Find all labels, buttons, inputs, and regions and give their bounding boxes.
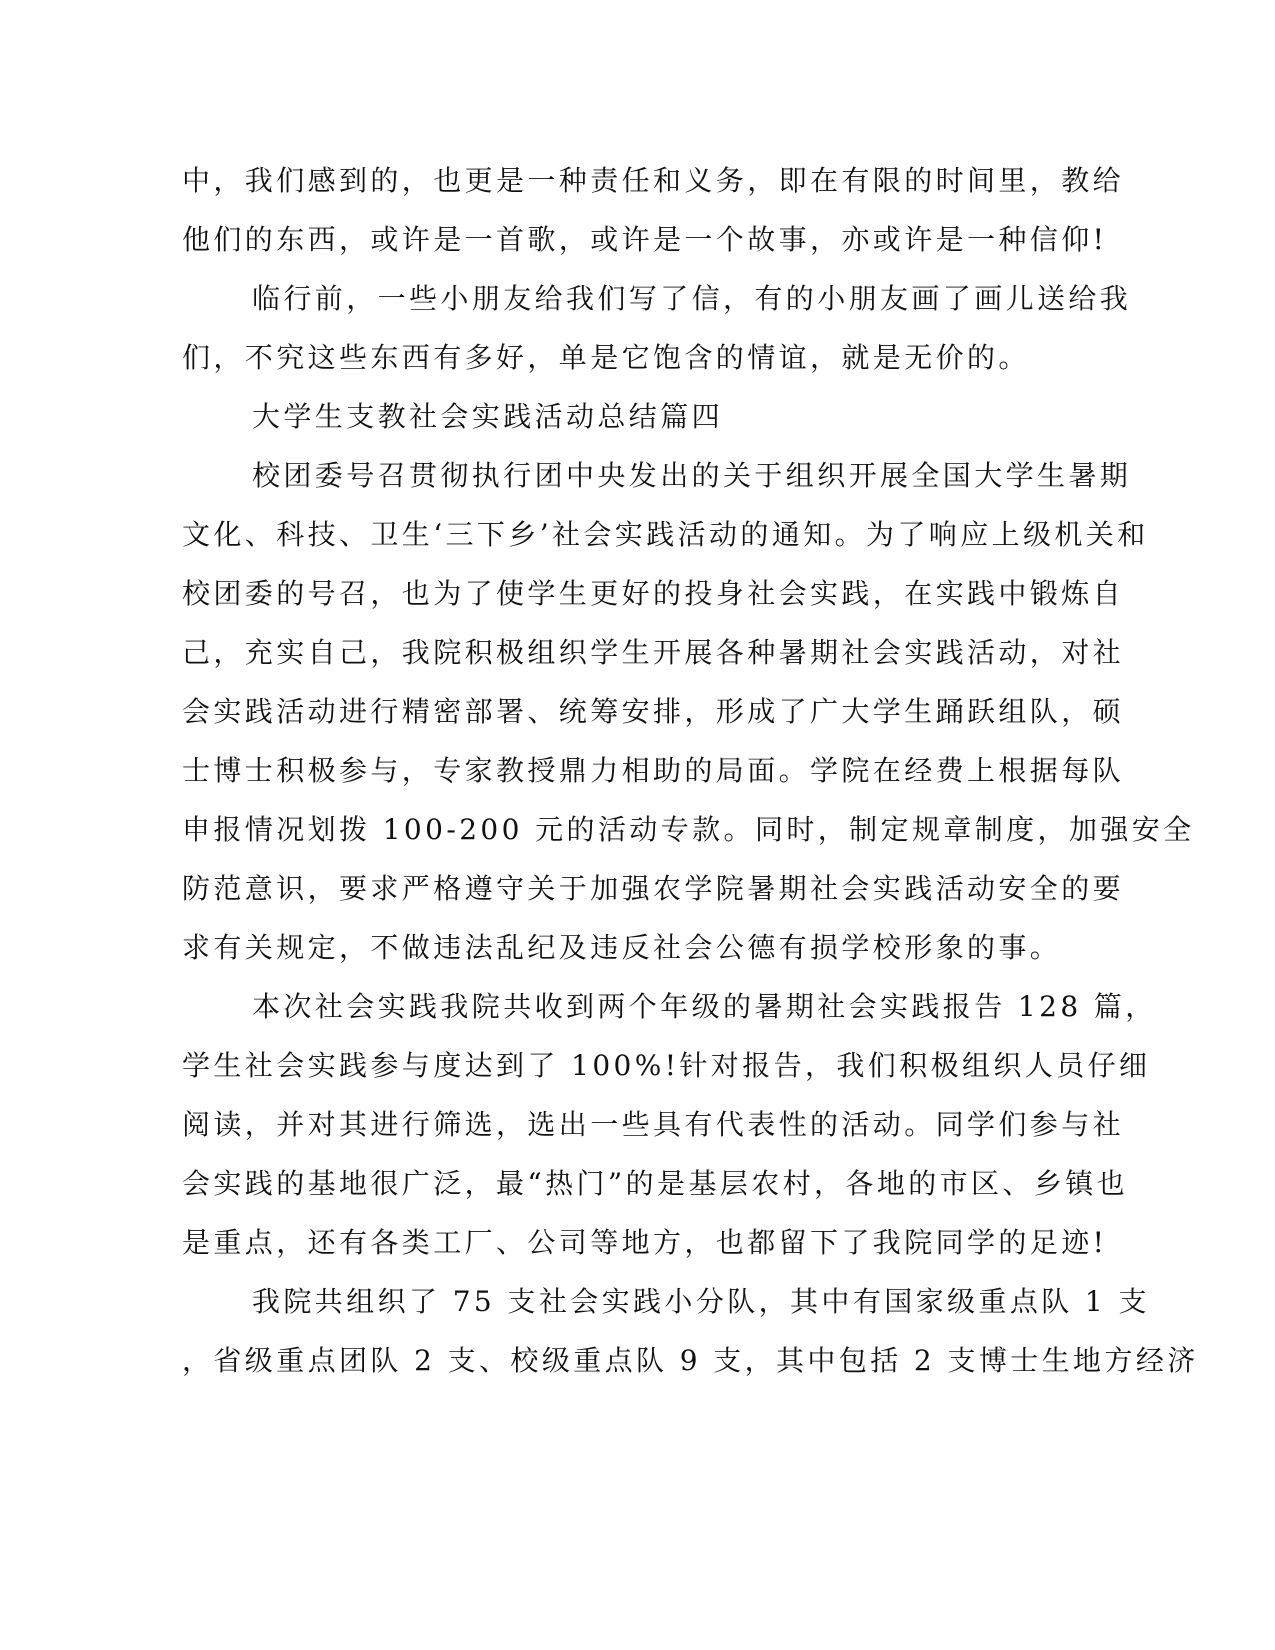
text-line: 文化、科技、卫生‘三下乡’社会实践活动的通知。为了响应上级机关和	[182, 518, 1149, 551]
text-line: ，省级重点团队 2 支、校级重点队 9 支，其中包括 2 支博士生地方经济	[182, 1344, 1199, 1377]
text-line: 们，不究这些东西有多好，单是它饱含的情谊，就是无价的。	[182, 341, 1030, 374]
section-heading: 大学生支教社会实践活动总结篇四	[252, 400, 724, 433]
text-line: 本次社会实践我院共收到两个年级的暑期社会实践报告 128 篇，	[252, 990, 1157, 1023]
text-line: 校团委号召贯彻执行团中央发出的关于组织开展全国大学生暑期	[252, 459, 1132, 492]
text-line: 校团委的号召，也为了使学生更好的投身社会实践，在实践中锻炼自	[182, 577, 1125, 610]
text-line: 中，我们感到的，也更是一种责任和义务，即在有限的时间里，教给	[182, 164, 1125, 197]
text-line: 会实践的基地很广泛，最“热门”的是基层农村，各地的市区、乡镇也	[182, 1167, 1129, 1200]
text-line: 阅读，并对其进行筛选，选出一些具有代表性的活动。同学们参与社	[182, 1108, 1125, 1141]
text-line: 是重点，还有各类工厂、公司等地方，也都留下了我院同学的足迹!	[182, 1226, 1108, 1259]
text-line: 士博士积极参与，专家教授鼎力相助的局面。学院在经费上根据每队	[182, 754, 1125, 787]
text-line: 防范意识，要求严格遵守关于加强农学院暑期社会实践活动安全的要	[182, 872, 1125, 905]
text-line: 他们的东西，或许是一首歌，或许是一个故事，亦或许是一种信仰!	[182, 223, 1108, 256]
text-line: 申报情况划拨 100-200 元的活动专款。同时，制定规章制度，加强安全	[182, 813, 1195, 846]
text-line: 临行前，一些小朋友给我们写了信，有的小朋友画了画儿送给我	[252, 282, 1132, 315]
text-line: 求有关规定，不做违法乱纪及违反社会公德有损学校形象的事。	[182, 931, 1062, 964]
text-line: 我院共组织了 75 支社会实践小分队，其中有国家级重点队 1 支	[252, 1285, 1150, 1318]
text-line: 学生社会实践参与度达到了 100%!针对报告，我们积极组织人员仔细	[182, 1049, 1151, 1082]
text-line: 己，充实自己，我院积极组织学生开展各种暑期社会实践活动，对社	[182, 636, 1125, 669]
text-line: 会实践活动进行精密部署、统筹安排，形成了广大学生踊跃组队，硕	[182, 695, 1125, 728]
